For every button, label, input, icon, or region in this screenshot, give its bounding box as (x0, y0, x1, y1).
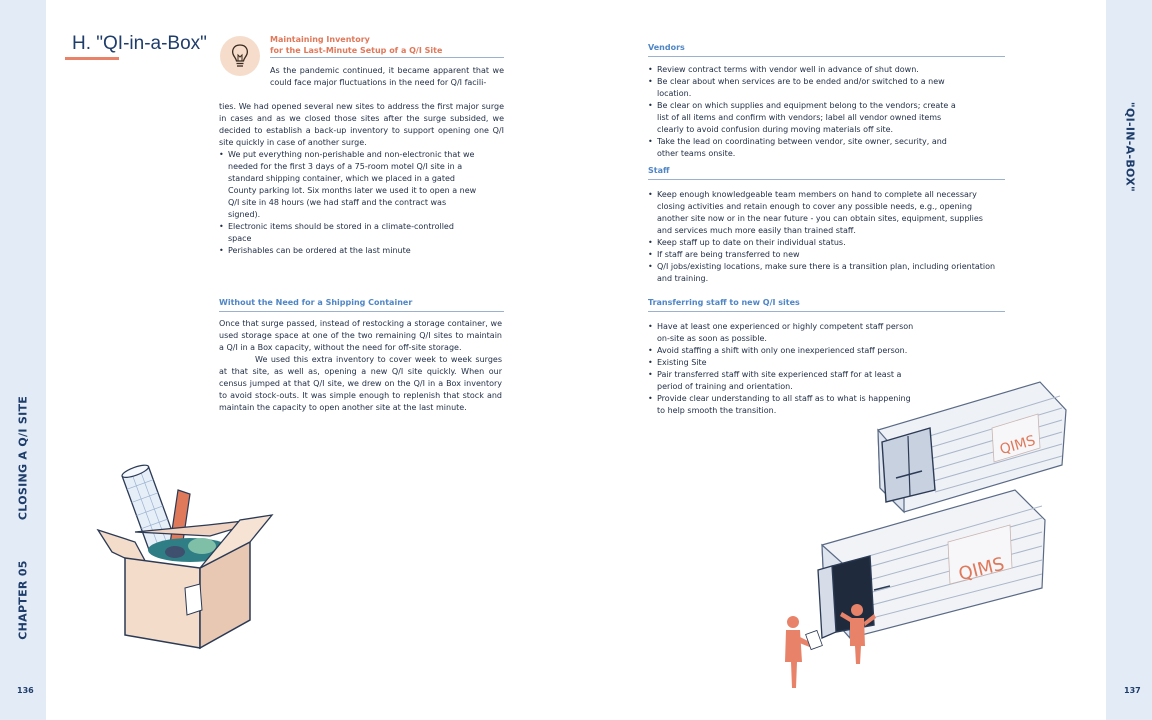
page-heading: H. "QI-in-a-Box" (72, 33, 207, 54)
list-item: • Electronic items should be stored in a climate-controlled space (219, 221, 479, 245)
staff-rule (648, 179, 1005, 180)
list-item: • Have at least one experienced or highly competent staff person on-site as soon as possible. (648, 321, 918, 345)
transfer-title: Transferring staff to new Q/I sites (648, 298, 800, 307)
intro-lead-paragraph: As the pandemic continued, it became apparent that we could face major fluctuations in the need for Q/I facili- (270, 66, 504, 87)
container-label-lower: QIMS (956, 553, 1007, 586)
intro-title (270, 34, 442, 56)
without-container-paragraph-2: We used this extra inventory to cover week to week surges at that site, as well as, opening a new Q/I site quickly. When our census jumped at that Q/I site, we drew on the Q/I in a Box inventory to avoid stock-outs. It was simple enough to replenish that stock and maintain the capacity to open another site at the last minute. (219, 355, 502, 412)
list-item: • Keep enough knowledgeable team members on hand to complete all necessary closing activities and retain enough to cover any possible needs, e.g., opening another site now or in the near future - you can obtain sites, equipment, supplies and services much more easily than trained staff. (648, 189, 998, 237)
lightbulb-icon (220, 36, 260, 76)
list-item: • Avoid staffing a shift with only one inexperienced staff person. (648, 345, 918, 357)
running-title-right: "QI-IN-A-BOX" (1123, 101, 1137, 193)
without-container-rule (219, 311, 504, 312)
list-item: • Q/I jobs/existing locations, make sure there is a transition plan, including orientation and training. (648, 261, 998, 285)
heading-underline (65, 57, 119, 60)
list-item: • Existing Site (648, 357, 918, 369)
intro-title-line2: for the Last-Minute Setup of a Q/I Site (270, 46, 443, 55)
list-item: • Perishables can be ordered at the last minute (219, 245, 479, 257)
without-container-paragraph-1: Once that surge passed, instead of restocking a storage container, we used storage space at one of the two remaining Q/I sites to maintain a Q/I in a Box capacity, without the need for off-site storage. (219, 319, 502, 352)
container-label-upper: QIMS (998, 432, 1038, 459)
intro-title-rule (270, 57, 504, 58)
staff-list (648, 189, 998, 285)
list-item: • Pair transferred staff with site experienced staff for at least a period of training and orientation. (648, 369, 918, 393)
staff-title: Staff (648, 166, 670, 175)
transfer-rule (648, 311, 1005, 312)
list-item: • Be clear about when services are to be ended and/or switched to a new location. (648, 76, 970, 100)
list-item: • Be clear on which supplies and equipment belong to the vendors; create a list of all items and confirm with vendors; label all vendor owned items clearly to avoid confusion during moving materials off site. (648, 100, 970, 136)
page-number-left: 136 (17, 686, 34, 695)
list-item: • If staff are being transferred to new (648, 249, 998, 261)
list-item: • Take the lead on coordinating between vendor, site owner, security, and other teams onsite. (648, 136, 970, 160)
list-item: • Provide clear understanding to all staff as to what is happening to help smooth the transition. (648, 393, 918, 417)
without-container-title: Without the Need for a Shipping Container (219, 298, 413, 307)
vendors-title: Vendors (648, 43, 685, 52)
section-label: CLOSING A Q/I SITE (16, 395, 30, 521)
supply-box-illustration (90, 460, 280, 655)
shipping-containers-illustration (770, 370, 1070, 700)
page-number-right: 137 (1124, 686, 1141, 695)
intro-paragraph: ties. We had opened several new sites to address the first major surge in cases and as we closed those sites after the surge subsided, we decided to establish a back-up inventory to support opening one Q/I site quickly in case of another surge. (219, 102, 504, 147)
list-item: • Keep staff up to date on their individual status. (648, 237, 998, 249)
inventory-bullet-list (219, 149, 479, 257)
list-item: • We put everything non-perishable and non-electronic that we needed for the first 3 days of a 75-room motel Q/I site in a standard shipping container, which we placed in a gated County parking lot. Six months later we used it to open a new Q/I site in 48 hours (we had staff and the contract was signed). (219, 149, 479, 221)
list-item: • Review contract terms with vendor well in advance of shut down. (648, 64, 970, 76)
vendors-rule (648, 56, 1005, 57)
chapter-label: CHAPTER 05 (16, 560, 30, 640)
vendors-list (648, 64, 970, 160)
intro-title-line1: Maintaining Inventory (270, 35, 370, 44)
